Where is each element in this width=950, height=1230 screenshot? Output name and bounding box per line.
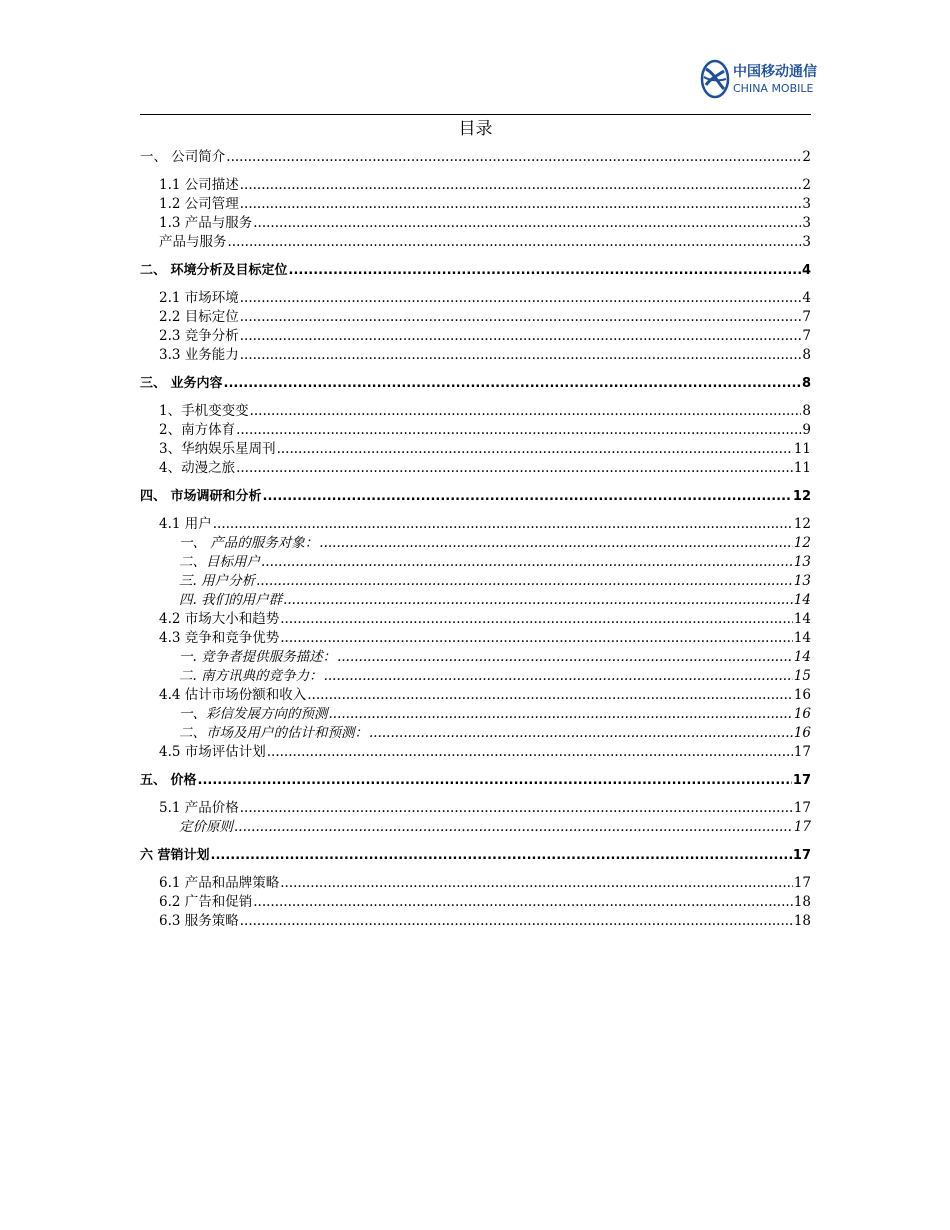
toc-entry-page: 2 [802, 177, 811, 193]
toc-entry-label: 五、 价格 [140, 773, 197, 788]
toc-entry-page: 11 [793, 441, 811, 457]
toc-entry-page: 17 [793, 875, 811, 891]
logo-english-text: CHINA MOBILE [733, 81, 814, 95]
toc-entry-label: 六 营销计划 [140, 848, 210, 863]
toc-entry-label: 四、 市场调研和分析 [140, 489, 262, 504]
toc-entry[interactable] [140, 261, 811, 280]
toc-entry-label: 4.3 竞争和竞争优势 [159, 630, 280, 646]
toc-leader-dots [240, 912, 793, 931]
toc-entry[interactable] [140, 724, 811, 743]
toc-leader-dots [337, 648, 793, 667]
toc-leader-dots [319, 534, 793, 553]
toc-entry-page: 16 [793, 706, 811, 722]
toc-entry[interactable] [140, 912, 811, 931]
toc-entry[interactable] [140, 487, 811, 506]
toc-leader-dots [211, 846, 792, 865]
toc-entry-label: 二、 环境分析及目标定位 [140, 263, 288, 278]
toc-entry-label: 一、 产品的服务对象： [179, 535, 319, 551]
toc-leader-dots [263, 487, 792, 506]
toc-entry-page: 4 [802, 290, 811, 306]
toc-entry[interactable] [140, 402, 811, 421]
toc-entry-page: 18 [793, 913, 811, 929]
toc-entry-page: 7 [802, 328, 811, 344]
toc-entry-label: 一. 竞争者提供服务描述： [179, 649, 337, 665]
toc-entry-label: 6.1 产品和品牌策略 [159, 875, 280, 891]
toc-entry[interactable] [140, 233, 811, 252]
toc-entry[interactable] [140, 459, 811, 478]
toc-entry[interactable] [140, 705, 811, 724]
toc-entry-label: 2.1 市场环境 [159, 290, 239, 306]
toc-entry-label: 二. 南方讯典的竞争力： [179, 668, 323, 684]
toc-entry[interactable] [140, 327, 811, 346]
toc-leader-dots [240, 289, 802, 308]
toc-entry-label: 一、彩信发展方向的预测 [179, 706, 328, 722]
toc-leader-dots [240, 799, 793, 818]
toc-entry[interactable] [140, 308, 811, 327]
logo-chinese-text: 中国移动通信 [733, 63, 817, 80]
toc-entry[interactable] [140, 346, 811, 365]
toc-entry-page: 18 [793, 894, 811, 910]
toc-leader-dots [329, 705, 793, 724]
toc-entry[interactable] [140, 686, 811, 705]
toc-leader-dots [236, 459, 793, 478]
toc-leader-dots [267, 743, 793, 762]
toc-entry[interactable] [140, 591, 811, 610]
toc-entry-label: 3、华纳娱乐星周刊 [159, 441, 276, 457]
toc-leader-dots [226, 148, 801, 167]
toc-entry-label: 三、 业务内容 [140, 376, 223, 391]
toc-leader-dots [277, 440, 793, 459]
toc-entry-page: 13 [793, 554, 811, 570]
china-mobile-emblem-icon [700, 59, 730, 99]
toc-entry-page: 3 [802, 234, 811, 250]
toc-entry-label: 1.3 产品与服务 [159, 215, 253, 231]
toc-entry-label: 4.1 用户 [159, 516, 212, 532]
toc-entry[interactable] [140, 176, 811, 195]
toc-entry-label: 2.3 竞争分析 [159, 328, 239, 344]
toc-entry-page: 7 [802, 309, 811, 325]
toc-entry[interactable] [140, 553, 811, 572]
toc-entry-page: 14 [793, 592, 811, 608]
toc-entry-label: 6.3 服务策略 [159, 913, 239, 929]
toc-entry[interactable] [140, 818, 811, 837]
toc-entry-page: 17 [792, 773, 811, 788]
toc-entry[interactable] [140, 374, 811, 393]
toc-entry[interactable] [140, 148, 811, 167]
toc-entry-page: 14 [793, 649, 811, 665]
toc-entry-label: 1.1 公司描述 [159, 177, 239, 193]
toc-entry-label: 4.2 市场大小和趋势 [159, 611, 280, 627]
toc-entry-page: 3 [802, 215, 811, 231]
toc-entry-label: 二、市场及用户的估计和预测： [179, 725, 368, 741]
toc-leader-dots [240, 176, 802, 195]
toc-entry-page: 9 [802, 422, 811, 438]
toc-entry-label: 1、手机变变变 [159, 403, 249, 419]
toc-entry-page: 17 [793, 744, 811, 760]
toc-entry-page: 2 [802, 149, 811, 165]
toc-leader-dots [253, 893, 793, 912]
toc-entry-page: 16 [793, 725, 811, 741]
toc-entry-page: 16 [793, 687, 811, 703]
toc-entry-page: 8 [801, 376, 811, 391]
toc-leader-dots [240, 195, 802, 214]
toc-leader-dots [234, 818, 793, 837]
toc-leader-dots [283, 591, 793, 610]
toc-leader-dots [250, 402, 802, 421]
toc-entry-label: 4.5 市场评估计划 [159, 744, 266, 760]
toc-entry-page: 4 [801, 263, 811, 278]
toc-entry[interactable] [140, 289, 811, 308]
toc-entry-page: 14 [793, 630, 811, 646]
toc-leader-dots [324, 667, 793, 686]
toc-entry-label: 2.2 目标定位 [159, 309, 239, 325]
toc-leader-dots [240, 327, 802, 346]
toc-leader-dots [240, 346, 802, 365]
toc-entry-label: 4.4 估计市场份额和收入 [159, 687, 307, 703]
toc-entry-label: 4、动漫之旅 [159, 460, 236, 476]
toc-leader-dots [236, 421, 801, 440]
toc-leader-dots [261, 553, 793, 572]
toc-entry-label: 6.2 广告和促销 [159, 894, 253, 910]
toc-entry-page: 17 [793, 800, 811, 816]
toc-entry-page: 12 [793, 516, 811, 532]
toc-entry-label: 产品与服务 [159, 234, 227, 250]
toc-leader-dots [253, 214, 801, 233]
toc-entry[interactable] [140, 846, 811, 865]
toc-entry[interactable] [140, 214, 811, 233]
toc-entry-label: 二、目标用户 [179, 554, 260, 570]
toc-entry[interactable] [140, 440, 811, 459]
toc-entry-page: 3 [802, 196, 811, 212]
toc-entry-label: 四. 我们的用户群 [179, 592, 283, 608]
toc-entry-page: 12 [792, 489, 811, 504]
toc-entry[interactable] [140, 534, 811, 553]
toc-entry-page: 17 [792, 848, 811, 863]
toc-entry-page: 12 [793, 535, 811, 551]
toc-entry-page: 11 [793, 460, 811, 476]
toc-leader-dots [280, 610, 793, 629]
toc-entry[interactable] [140, 629, 811, 648]
toc-entry[interactable] [140, 195, 811, 214]
toc-leader-dots [256, 572, 793, 591]
table-of-contents [140, 148, 811, 931]
toc-entry[interactable] [140, 667, 811, 686]
toc-leader-dots [280, 874, 793, 893]
toc-entry-label: 2、南方体育 [159, 422, 236, 438]
toc-leader-dots [369, 724, 793, 743]
toc-entry-page: 17 [793, 819, 811, 835]
toc-entry[interactable] [140, 515, 811, 534]
toc-leader-dots [228, 233, 802, 252]
toc-entry[interactable] [140, 874, 811, 893]
toc-entry-page: 13 [793, 573, 811, 589]
toc-entry-label: 定价原则 [179, 819, 233, 835]
toc-leader-dots [307, 686, 793, 705]
toc-entry[interactable] [140, 771, 811, 790]
toc-entry[interactable] [140, 743, 811, 762]
toc-entry-label: 3.3 业务能力 [159, 347, 239, 363]
toc-entry-label: 5.1 产品价格 [159, 800, 239, 816]
toc-entry-page: 15 [793, 668, 811, 684]
toc-leader-dots [240, 308, 802, 327]
toc-entry[interactable] [140, 610, 811, 629]
toc-entry[interactable] [140, 421, 811, 440]
toc-entry-label: 1.2 公司管理 [159, 196, 239, 212]
toc-leader-dots [289, 261, 801, 280]
toc-entry-page: 8 [802, 347, 811, 363]
toc-entry[interactable] [140, 799, 811, 818]
toc-entry-label: 三. 用户分析 [179, 573, 256, 589]
toc-leader-dots [213, 515, 793, 534]
toc-entry-page: 14 [793, 611, 811, 627]
toc-entry-page: 8 [802, 403, 811, 419]
toc-entry[interactable] [140, 893, 811, 912]
toc-leader-dots [280, 629, 793, 648]
toc-entry[interactable] [140, 572, 811, 591]
header-rule [140, 114, 811, 115]
toc-leader-dots [198, 771, 792, 790]
toc-leader-dots [224, 374, 801, 393]
china-mobile-logo [700, 58, 817, 100]
toc-entry-label: 一、 公司简介 [140, 149, 226, 165]
toc-title: 目录 [458, 119, 493, 139]
toc-entry[interactable] [140, 648, 811, 667]
